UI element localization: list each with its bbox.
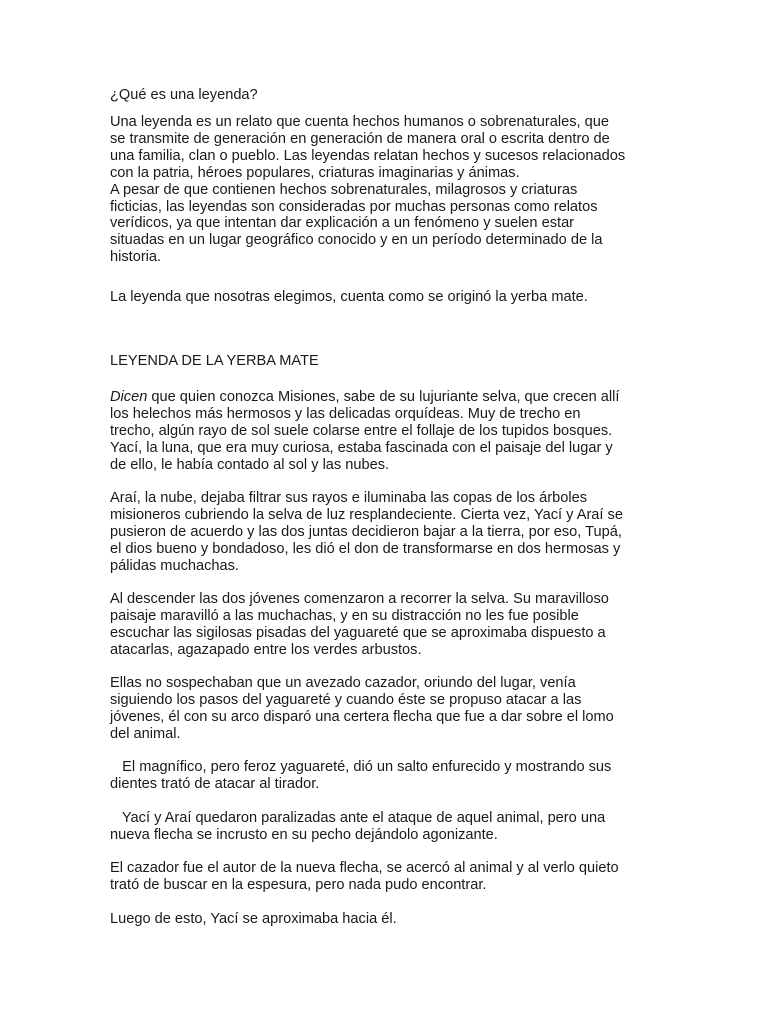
paragraph-line: Una leyenda es un relato que cuenta hechos humanos o sobrenaturales, que — [110, 114, 609, 130]
story-paragraph-7 — [110, 860, 670, 894]
story-paragraph-6 — [110, 810, 670, 844]
paragraph-line: ficticias, las leyendas son consideradas por muchas personas como relatos — [110, 198, 598, 215]
story-paragraph-4 — [110, 675, 670, 743]
paragraph-line: siguiendo los pasos del yaguareté y cuando éste se propuso atacar a las — [110, 691, 582, 708]
paragraph-line: La leyenda que nosotras elegimos, cuenta como se originó la yerba mate. — [110, 289, 588, 305]
paragraph-line — [110, 389, 670, 406]
paragraph-line: una familia, clan o pueblo. Las leyendas relatan hechos y sucesos relacionados — [110, 147, 626, 164]
paragraph-line: dientes trató de atacar al tirador. — [110, 775, 320, 792]
paragraph-line: atacarlas, agazapado entre los verdes arbustos. — [110, 641, 422, 658]
intro-paragraph — [110, 114, 670, 266]
paragraph-line: Yací y Araí quedaron paralizadas ante el ataque de aquel animal, pero una — [110, 810, 606, 826]
paragraph-line: historia. — [110, 249, 162, 266]
title-line: LEYENDA DE LA YERBA MATE — [110, 353, 319, 369]
paragraph-line: del animal. — [110, 725, 181, 742]
paragraph-line: Yací, la luna, que era muy curiosa, estaba fascinada con el paisaje del lugar y — [110, 439, 613, 456]
question-line: ¿Qué es una leyenda? — [110, 87, 258, 103]
paragraph-line: con la patria, héroes populares, criaturas imaginarias y ánimas. — [110, 164, 520, 181]
legend-title — [110, 353, 670, 370]
paragraph-line: El cazador fue el autor de la nueva flecha, se acercó al animal y al verlo quieto — [110, 860, 619, 876]
story-paragraph-3 — [110, 591, 670, 659]
paragraph-line: trecho, algún rayo de sol suele colarse entre el follaje de los tupidos bosques. — [110, 422, 613, 439]
paragraph-line: escuchar las sigilosas pisadas del yaguareté que se aproximaba dispuesto a — [110, 624, 606, 641]
question-heading — [110, 87, 670, 104]
lead-word: Dicen — [110, 389, 148, 405]
paragraph-line: jóvenes, él con su arco disparó una certera flecha que fue a dar sobre el lomo — [110, 708, 614, 725]
paragraph-line: trató de buscar en la espesura, pero nada pudo encontrar. — [110, 876, 487, 893]
paragraph-line: se transmite de generación en generación de manera oral o escrita dentro de — [110, 130, 610, 147]
paragraph-line: El magnífico, pero feroz yaguareté, dió un salto enfurecido y mostrando sus — [110, 759, 612, 775]
story-paragraph-5 — [110, 759, 670, 793]
first-line-rest: que quien conozca Misiones, sabe de su lujuriante selva, que crecen allí — [147, 389, 620, 405]
paragraph-line: Ellas no sospechaban que un avezado cazador, oriundo del lugar, venía — [110, 675, 576, 691]
story-paragraph-1 — [110, 389, 670, 474]
paragraph-line: nueva flecha se incrusto en su pecho dejándolo agonizante. — [110, 826, 498, 843]
paragraph-line: pálidas muchachas. — [110, 557, 239, 574]
paragraph-line: el dios bueno y bondadoso, les dió el don de transformarse en dos hermosas y — [110, 540, 621, 557]
paragraph-line: misioneros cubriendo la selva de luz resplandeciente. Cierta vez, Yací y Araí se — [110, 506, 623, 523]
paragraph-line: Araí, la nube, dejaba filtrar sus rayos e iluminaba las copas de los árboles — [110, 490, 587, 506]
paragraph-line: de ello, le había contado al sol y las nubes. — [110, 456, 390, 473]
paragraph-line: los helechos más hermosos y las delicadas orquídeas. Muy de trecho en — [110, 405, 581, 422]
paragraph-line: paisaje maravilló a las muchachas, y en su distracción no les fue posible — [110, 607, 579, 624]
paragraph-line: situadas en un lugar geográfico conocido y en un período determinado de la — [110, 232, 603, 249]
paragraph-line: Luego de esto, Yací se aproximaba hacia él. — [110, 911, 397, 927]
paragraph-line: Al descender las dos jóvenes comenzaron a recorrer la selva. Su maravilloso — [110, 591, 609, 607]
story-paragraph-2 — [110, 490, 670, 575]
paragraph-line: pusieron de acuerdo y las dos juntas decidieron bajar a la tierra, por eso, Tupá, — [110, 523, 622, 540]
paragraph-line: A pesar de que contienen hechos sobrenaturales, milagrosos y criaturas — [110, 181, 578, 198]
choice-paragraph — [110, 289, 670, 306]
paragraph-line: verídicos, ya que intentan dar explicación a un fenómeno y suelen estar — [110, 215, 575, 232]
story-paragraph-8 — [110, 911, 670, 928]
